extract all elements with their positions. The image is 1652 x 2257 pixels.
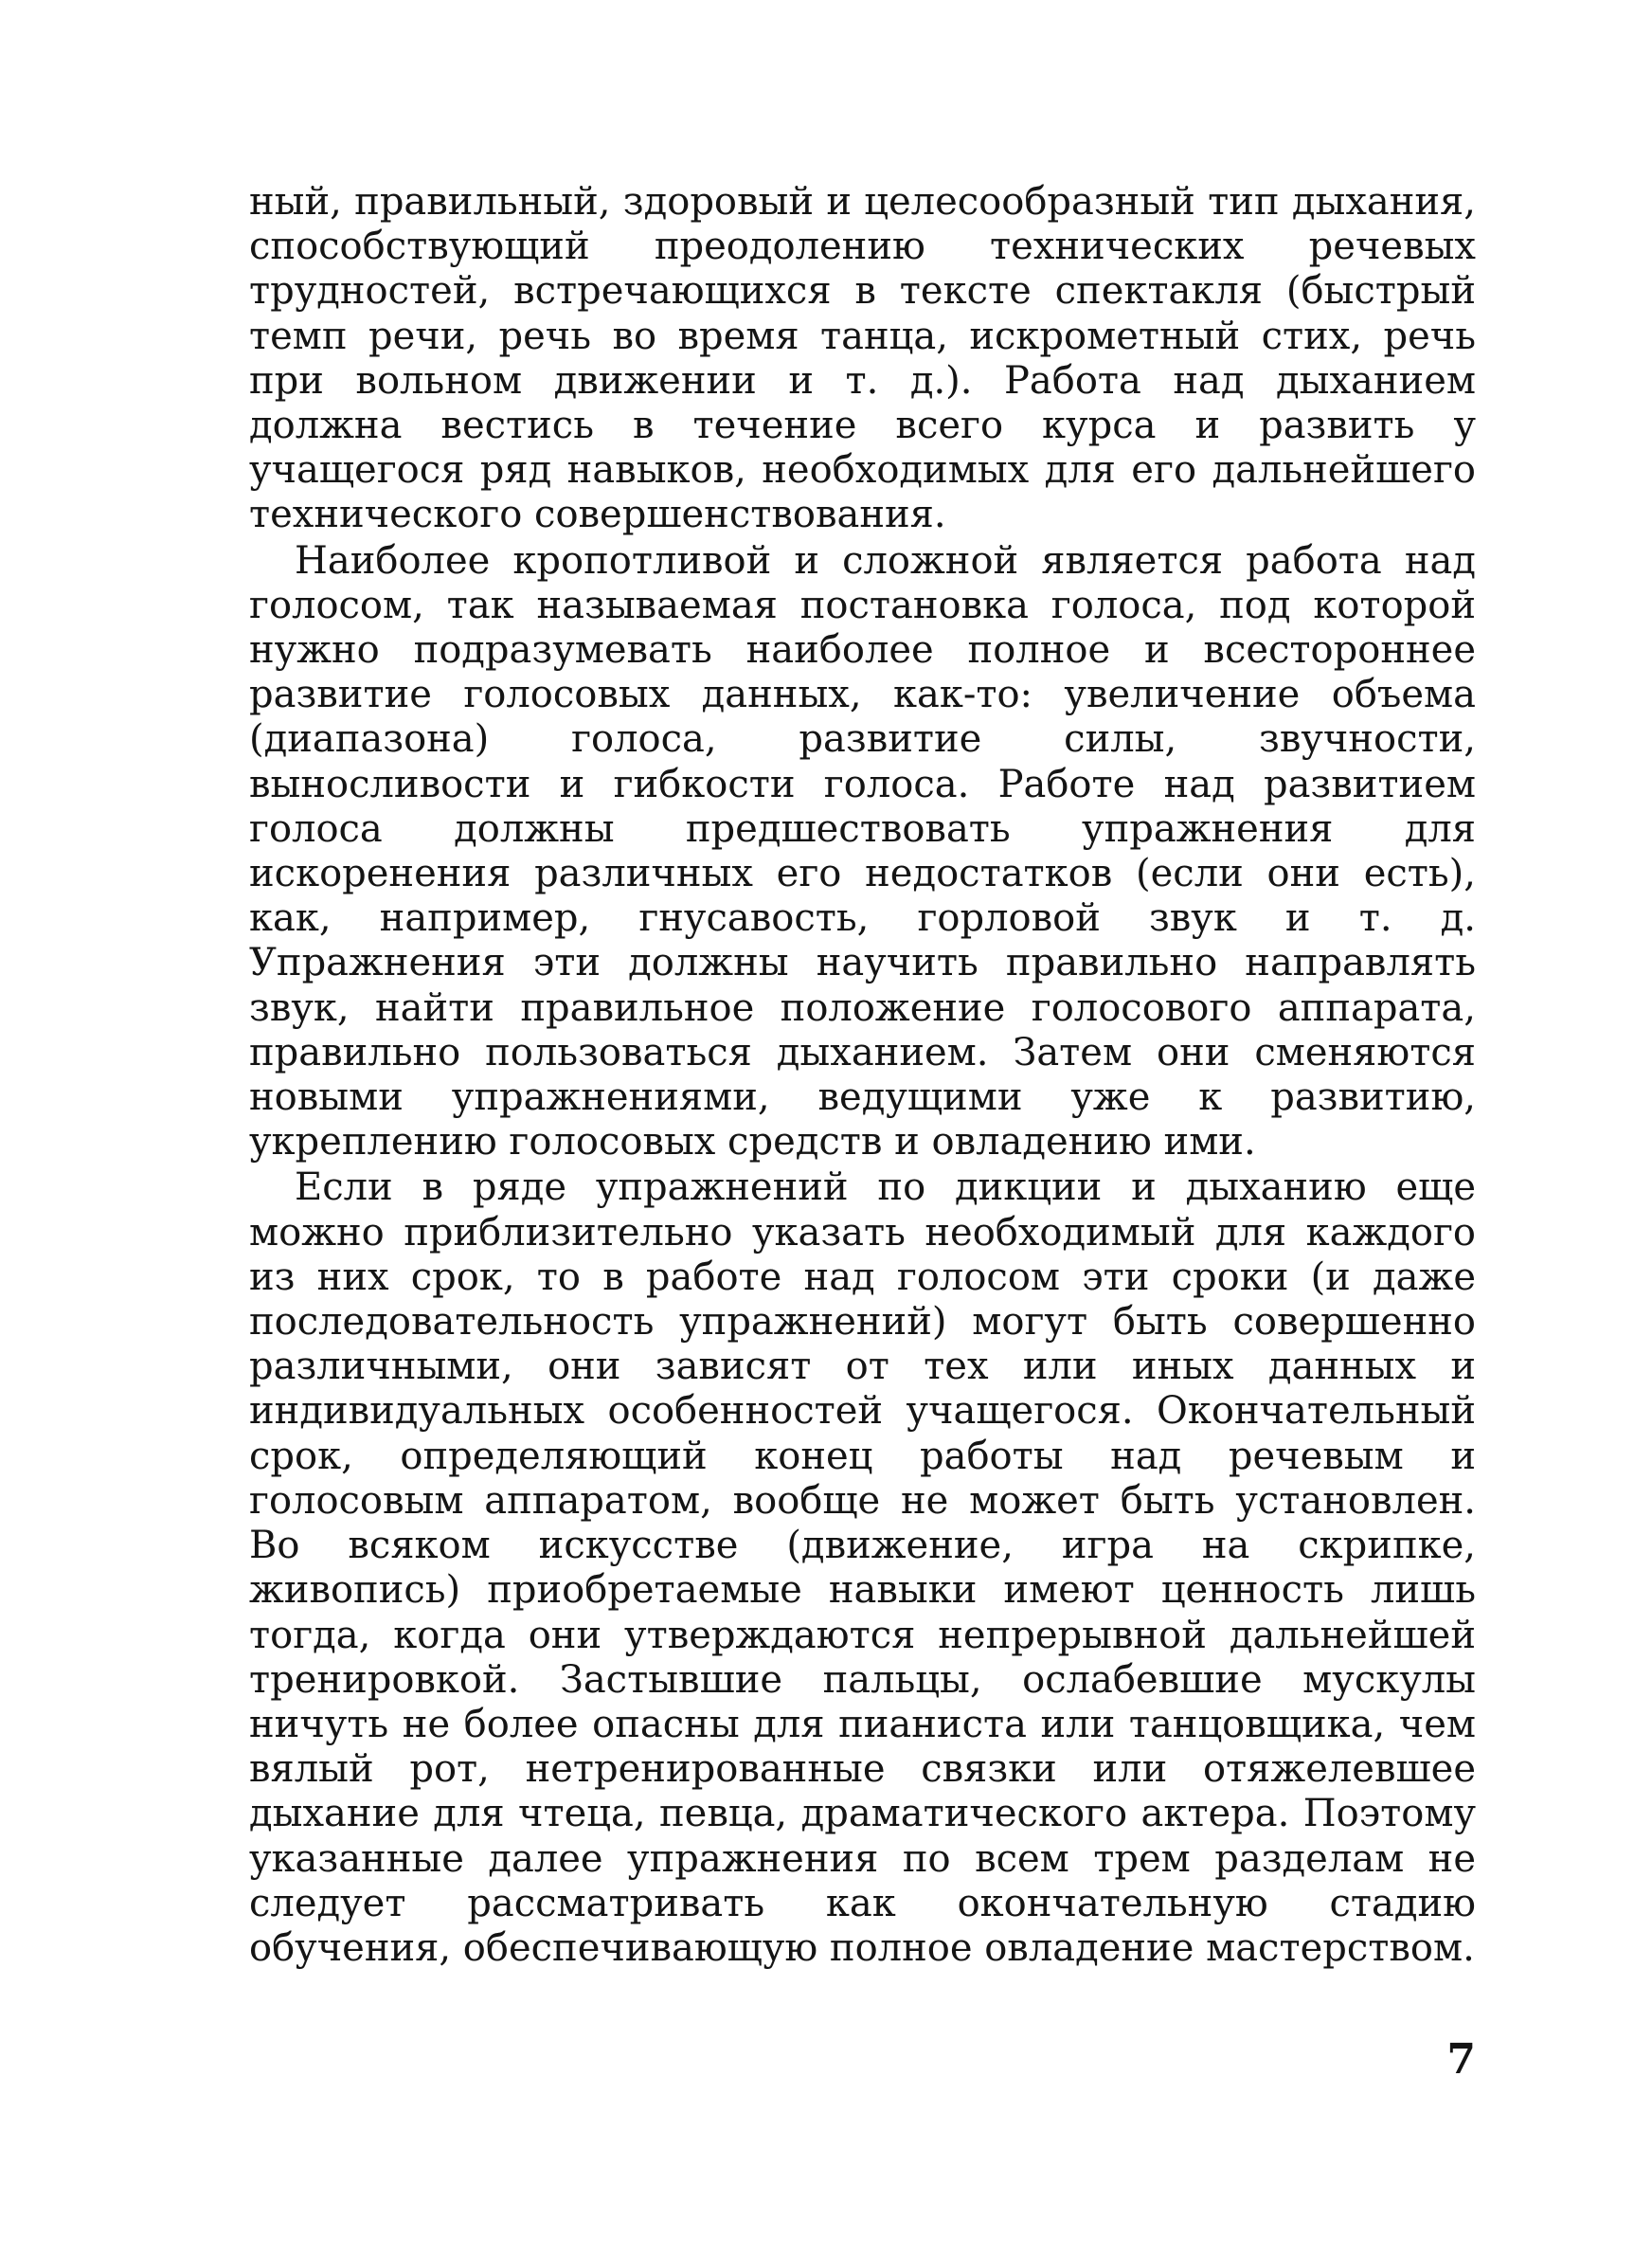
paragraph-2: Наиболее кропотливой и сложной является работа над голосом, так называемая постановка голоса, под которой нужно подразумевать наиболее полное и всестороннее развитие голосовых данных, как-то: увеличение объема (диапазона) голоса, развитие силы, звучности, выносливости и гибкости голоса. Работе над развитием голоса должны предшествовать упражнения для искоренения различных его недостатков (если они есть), как, например, гнусавость, горловой звук и т. д. Упражнения эти должны научить правильно направлять звук, найти правильное положение голосового аппарата, правильно пользоваться дыханием. Затем они сменяются новыми упражнениями, ведущими уже к развитию, укреплению голосовых средств и овладению ими. [249, 538, 1476, 1165]
page-number: 7 [1446, 2035, 1476, 2084]
paragraph-1: ный, правильный, здоровый и целесообразный тип дыхания, способствующий преодолению технических речевых трудностей, встречающихся в тексте спектакля (быстрый темп речи, речь во время танца, искрометный стих, речь при вольном движении и т. д.). Работа над дыханием должна вестись в течение всего курса и развить у учащегося ряд навыков, необходимых для его дальнейшего технического совершенствования. [249, 180, 1476, 537]
page-body [249, 180, 1476, 1972]
paragraph-3: Если в ряде упражнений по дикции и дыханию еще можно приблизительно указать необходимый для каждого из них срок, то в работе над голосом эти сроки (и даже последовательность упражнений) могут быть совершенно различными, они зависят от тех или иных данных и индивидуальных особенностей учащегося. Окончательный срок, определяющий конец работы над речевым и голосовым аппаратом, вообще не может быть установлен. Во всяком искусстве (движение, игра на скрипке, живопись) приобретаемые навыки имеют ценность лишь тогда, когда они утверждаются непрерывной дальнейшей тренировкой. Застывшие пальцы, ослабевшие мускулы ничуть не более опасны для пианиста или танцовщика, чем вялый рот, нетренированные связки или отяжелевшее дыхание для чтеца, певца, драматического актера. Поэтому указанные далее упражнения по всем трем разделам не следует рассматривать как окончательную стадию обучения, обеспечивающую полное овладение мастерством. [249, 1165, 1476, 1970]
